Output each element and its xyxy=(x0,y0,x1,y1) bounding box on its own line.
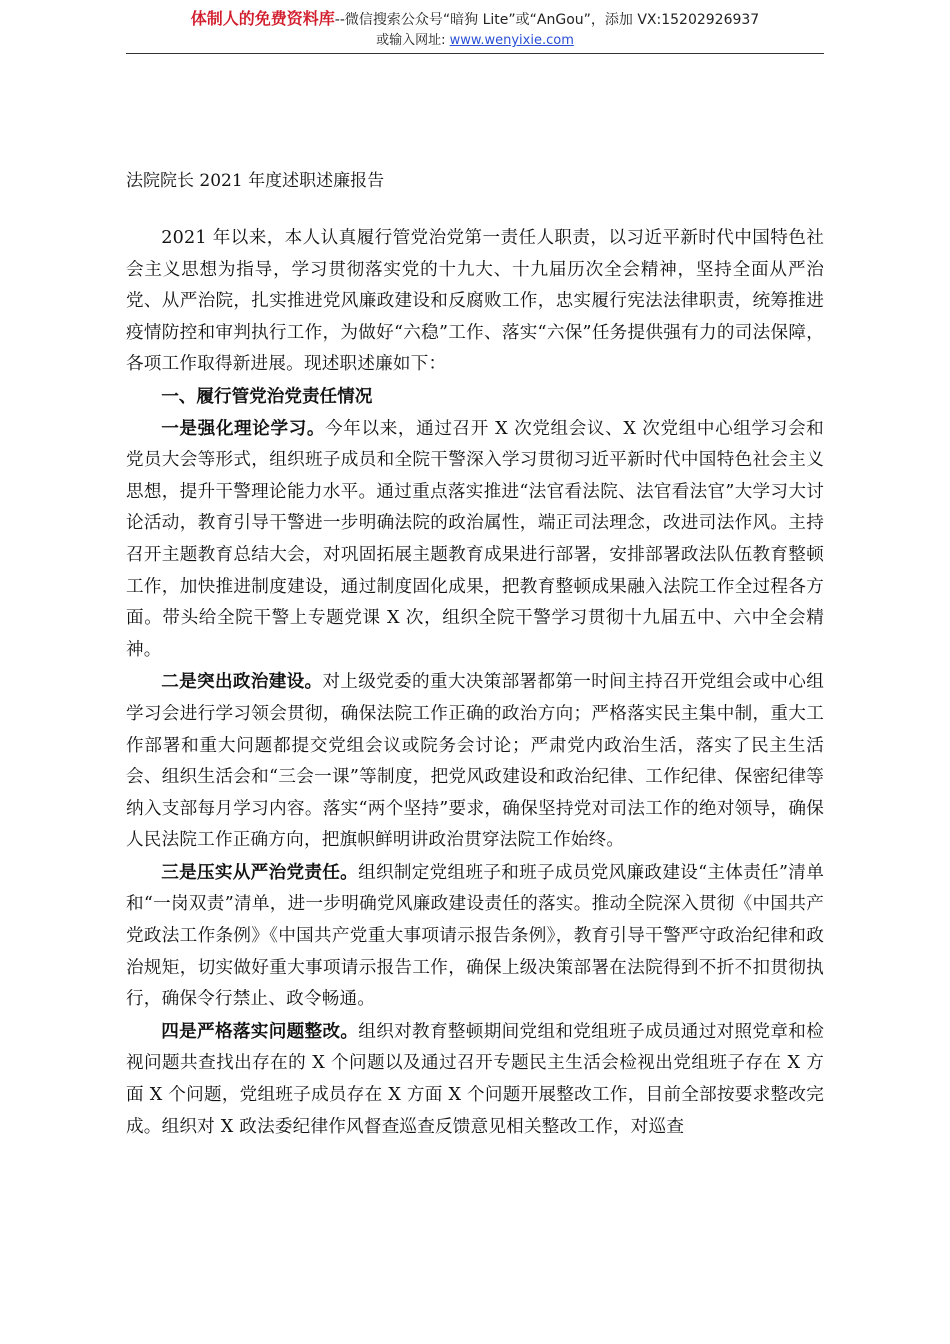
intro-paragraph: 2021 年以来，本人认真履行管党治党第一责任人职责，以习近平新时代中国特色社会主义思想为指导，学习贯彻落实党的十九大、十九届历次全会精神，坚持全面从严治党、从严治院，扎实推进党风廉政建设和反腐败工作，忠实履行宪法法律职责，统筹推进疫情防控和审判执行工作，为做好“六稳”工作、落实“六保”任务提供强有力的司法保障，各项工作取得新进展。现述职述廉如下： xyxy=(126,228,824,375)
header-url-link[interactable]: www.wenyixie.com xyxy=(449,33,574,48)
item-lead: 三是压实从严治党责任。 xyxy=(161,861,359,883)
header-url-prefix: 或输入网址: xyxy=(376,33,446,48)
item-text: 组织制定党组班子和班子成员党风廉政建设“主体责任”清单和“一岗双责”清单，进一步明确党风廉政建设责任的落实。推动全院深入贯彻《中国共产党政法工作条例》《中国共产党重大事项请示报告条例》，教育引导干警严守政治纪律和政治规矩，切实做好重大事项请示报告工作，确保上级决策部署在法院得到不折不扣贯彻执行，确保令行禁止、政令畅通。 xyxy=(126,862,824,1010)
header-info: --微信搜索公众号“暗狗 Lite”或“AnGou”，添加 VX:15202926937 xyxy=(334,12,760,28)
item-lead: 二是突出政治建设。 xyxy=(161,671,323,693)
item-paragraph xyxy=(126,666,824,857)
page-header xyxy=(126,8,824,51)
item-lead: 一是强化理论学习。 xyxy=(161,417,326,439)
document-body xyxy=(126,165,824,1143)
header-line-2 xyxy=(126,31,824,51)
header-line-1 xyxy=(126,8,824,31)
item-paragraph xyxy=(126,1016,824,1143)
item-text: 今年以来，通过召开 X 次党组会议、X 次党组中心组学习会和党员大会等形式，组织班子成员和全院干警深入学习贯彻习近平新时代中国特色社会主义思想，提升干警理论能力水平。通过重点落实推进“法官看法院、法官看法官”大学习大讨论活动，教育引导干警进一步明确法院的政治属性，端正司法理念，改进司法作风。主持召开主题教育总结大会，对巩固拓展主题教育成果进行部署，安排部署政法队伍教育整顿工作，加快推进制度建设，通过制度固化成果，把教育整顿成果融入法院工作全过程各方面。带头给全院干警上专题党课 X 次，组织全院干警学习贯彻十九届五中、六中全会精神。 xyxy=(126,418,824,660)
header-divider xyxy=(126,53,824,54)
item-paragraph xyxy=(126,413,824,667)
document-title: 法院院长 2021 年度述职述廉报告 xyxy=(126,171,385,191)
item-lead: 四是严格落实问题整改。 xyxy=(161,1020,359,1042)
item-text: 组织对教育整顿期间党组和党组班子成员通过对照党章和检视问题共查找出存在的 X 个问题以及通过召开专题民主生活会检视出党组班子存在 X 方面 X 个问题，党组班子成员存在 X 方面 X 个问题开展整改工作，目前全部按要求整改完成。组织对 X 政法委纪律作风督查巡查反馈意见相关整改工作，对巡查 xyxy=(126,1021,825,1137)
section-heading-1: 一、履行管党治党责任情况 xyxy=(161,385,373,407)
header-brand: 体制人的免费资料库 xyxy=(190,9,335,28)
item-paragraph xyxy=(126,857,824,1016)
item-text: 对上级党委的重大决策部署都第一时间主持召开党组会或中心组学习会进行学习领会贯彻，确保法院工作正确的政治方向；严格落实民主集中制，重大工作部署和重大问题都提交党组会议或院务会讨论；严肃党内政治生活，落实了民主生活会、组织生活会和“三会一课”等制度，把党风政建设和政治纪律、工作纪律、保密纪律等纳入支部每月学习内容。落实“两个坚持”要求，确保坚持党对司法工作的绝对领导，确保人民法院工作正确方向，把旗帜鲜明讲政治贯穿法院工作始终。 xyxy=(126,672,824,851)
title-spacer xyxy=(126,197,824,223)
